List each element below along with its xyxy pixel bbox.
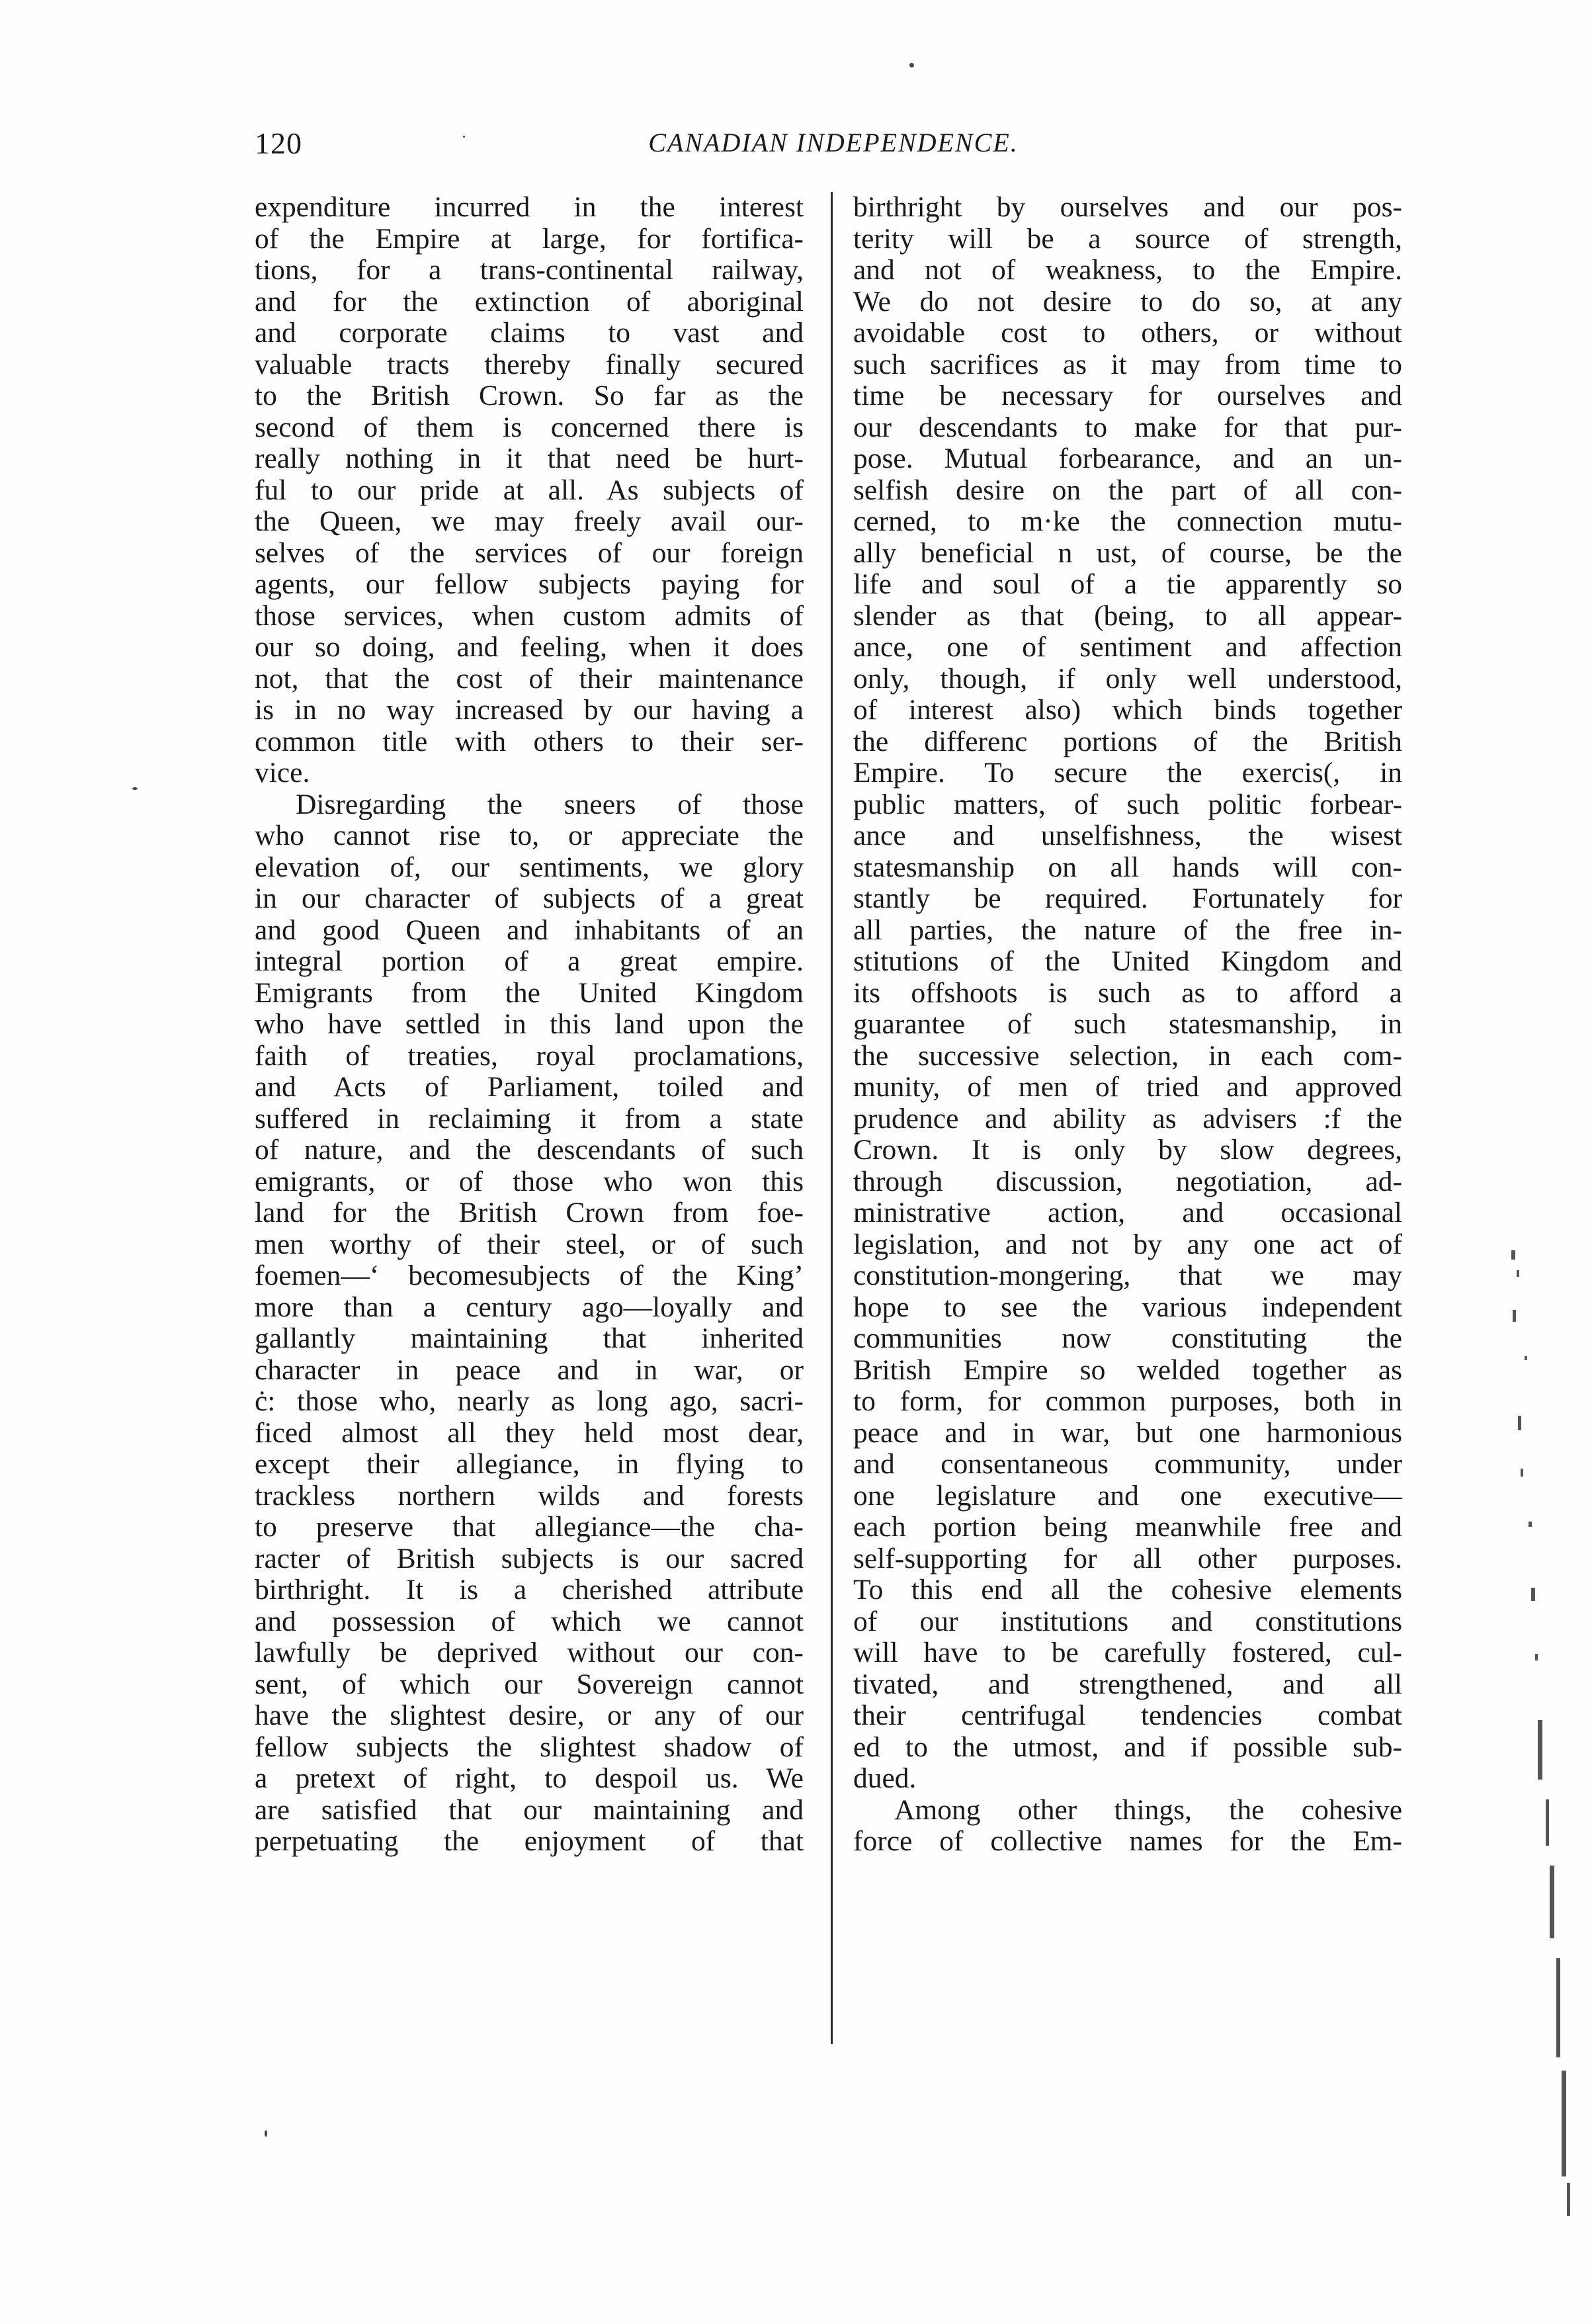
text-line: second of them is concerned there is	[255, 411, 804, 443]
text-line: trackless northern wilds and forests	[255, 1479, 804, 1512]
text-line: British Empire so welded together as	[853, 1354, 1402, 1386]
text-line: suffered in reclaiming it from a state	[255, 1102, 804, 1135]
text-line: ally beneficial n ust, of course, be the	[853, 537, 1402, 569]
text-line: in our character of subjects of a great	[255, 882, 804, 914]
text-line: life and soul of a tie apparently so	[853, 568, 1402, 600]
text-line: ficed almost all they held most dear,	[255, 1416, 804, 1449]
text-line: time be necessary for ourselves and	[853, 380, 1402, 411]
text-line: will have to be carefully fostered, cul-	[853, 1637, 1402, 1668]
text-line: We do not desire to do so, at any	[853, 285, 1402, 318]
text-line: gallantly maintaining that inherited	[255, 1322, 804, 1354]
text-line: cerned, to m·ke the connection mutu-	[853, 505, 1402, 537]
text-line: slender as that (being, to all appear-	[853, 599, 1402, 632]
text-line: all parties, the nature of the free in-	[853, 914, 1402, 946]
text-line: of nature, and the descendants of such	[255, 1134, 804, 1166]
text-line: birthright by ourselves and our pos-	[853, 191, 1402, 223]
text-line: to preserve that allegiance—the cha-	[255, 1511, 804, 1543]
text-line: munity, of men of tried and approved	[853, 1071, 1402, 1103]
scan-speck	[132, 787, 138, 790]
text-line: faith of treaties, royal proclamations,	[255, 1039, 804, 1072]
text-line: agents, our fellow subjects paying for	[255, 568, 804, 600]
text-line: guarantee of such statesmanship, in	[853, 1008, 1402, 1040]
text-line: ċ: those who, nearly as long ago, sacri-	[255, 1385, 804, 1417]
text-line: except their allegiance, in flying to	[255, 1448, 804, 1480]
text-line: selfish desire on the part of all con-	[853, 474, 1402, 506]
text-line: of the Empire at large, for fortifica-	[255, 222, 804, 255]
running-title: CANADIAN INDEPENDENCE.	[648, 128, 1019, 157]
text-line: ministrative action, and occasional	[853, 1197, 1402, 1228]
text-line: vice.	[255, 757, 310, 789]
text-line: expenditure incurred in the interest	[255, 191, 804, 223]
text-line: tivated, and strengthened, and all	[853, 1668, 1402, 1700]
scan-speck	[463, 136, 465, 138]
text-line: emigrants, or of those who won this	[255, 1165, 804, 1197]
text-line: our descendants to make for that pur-	[853, 411, 1402, 443]
text-line: a pretext of right, to despoil us. We	[255, 1762, 804, 1794]
text-line: character in peace and in war, or	[255, 1354, 804, 1386]
text-line: and consentaneous community, under	[853, 1448, 1402, 1480]
left-text-column	[255, 192, 804, 1858]
text-line: To this end all the cohesive elements	[853, 1574, 1402, 1606]
scan-speck	[265, 2130, 267, 2137]
text-line: and possession of which we cannot	[255, 1605, 804, 1637]
text-line: really nothing in it that need be hurt-	[255, 443, 804, 474]
text-line: foemen—‘ becomesubjects of the King’	[255, 1260, 804, 1291]
text-line: those services, when custom admits of	[255, 599, 804, 632]
text-line: and good Queen and inhabitants of an	[255, 914, 804, 946]
text-line: racter of British subjects is our sacred	[255, 1542, 804, 1574]
text-line: statesmanship on all hands will con-	[853, 851, 1402, 883]
page-edge-marks	[1498, 1244, 1584, 2223]
text-line: ed to the utmost, and if possible sub-	[853, 1731, 1402, 1763]
text-line: ance and unselfishness, the wisest	[853, 820, 1402, 851]
text-line: to the British Crown. So far as the	[255, 380, 804, 411]
paragraph-first-line: Disregarding the sneers of those	[296, 788, 804, 820]
text-line: and for the extinction of aboriginal	[255, 285, 804, 318]
text-line: terity will be a source of strength,	[853, 222, 1402, 255]
text-line: of our institutions and constitutions	[853, 1605, 1402, 1637]
text-line: stantly be required. Fortunately for	[853, 882, 1402, 914]
text-line: such sacrifices as it may from time to	[853, 348, 1402, 380]
text-line: not, that the cost of their maintenance	[255, 662, 804, 695]
text-line: to form, for common purposes, both in	[853, 1385, 1402, 1417]
text-line: fellow subjects the slightest shadow of	[255, 1731, 804, 1763]
text-line: peace and in war, but one harmonious	[853, 1416, 1402, 1449]
text-line: land for the British Crown from foe-	[255, 1197, 804, 1228]
text-line: prudence and ability as advisers :f the	[853, 1102, 1402, 1135]
text-line: Empire. To secure the exercis(, in	[853, 757, 1402, 789]
text-line: their centrifugal tendencies combat	[853, 1700, 1402, 1731]
running-head	[255, 126, 1412, 165]
text-line: stitutions of the United Kingdom and	[853, 945, 1402, 977]
text-line: tions, for a trans-continental railway,	[255, 254, 804, 286]
text-line: integral portion of a great empire.	[255, 945, 804, 977]
text-line: more than a century ago—loyally and	[255, 1291, 804, 1323]
text-line: have the slightest desire, or any of our	[255, 1700, 804, 1731]
text-line: the Queen, we may freely avail our-	[255, 505, 804, 537]
text-line: and corporate claims to vast and	[255, 317, 804, 349]
text-line: legislation, and not by any one act of	[853, 1228, 1402, 1260]
text-line: selves of the services of our foreign	[255, 537, 804, 569]
text-line: who cannot rise to, or appreciate the	[255, 820, 804, 851]
text-line: one legislature and one executive—	[853, 1479, 1402, 1512]
text-line: through discussion, negotiation, ad-	[853, 1165, 1402, 1197]
text-line: each portion being meanwhile free and	[853, 1511, 1402, 1543]
text-line: and Acts of Parliament, toiled and	[255, 1071, 804, 1103]
text-line: the successive selection, in each com-	[853, 1039, 1402, 1072]
right-text-column	[853, 192, 1402, 1858]
text-line: communities now constituting the	[853, 1322, 1402, 1354]
text-line: ance, one of sentiment and affection	[853, 631, 1402, 663]
text-line: Crown. It is only by slow degrees,	[853, 1134, 1402, 1166]
column-divider	[831, 192, 833, 2044]
text-line: its offshoots is such as to afford a	[853, 976, 1402, 1009]
text-line: perpetuating the enjoyment of that	[255, 1825, 804, 1857]
page-number: 120	[255, 126, 302, 160]
text-line: Emigrants from the United Kingdom	[255, 976, 804, 1009]
text-line: sent, of which our Sovereign cannot	[255, 1668, 804, 1700]
text-line: self-supporting for all other purposes.	[853, 1542, 1402, 1574]
text-line: constitution-mongering, that we may	[853, 1260, 1402, 1291]
text-line: common title with others to their ser-	[255, 725, 804, 757]
text-line: our so doing, and feeling, when it does	[255, 631, 804, 663]
paragraph-first-line: Among other things, the cohesive	[894, 1793, 1402, 1826]
text-line: pose. Mutual forbearance, and an un-	[853, 443, 1402, 474]
text-line: who have settled in this land upon the	[255, 1008, 804, 1040]
text-line: hope to see the various independent	[853, 1291, 1402, 1323]
text-line: valuable tracts thereby finally secured	[255, 348, 804, 380]
text-line: men worthy of their steel, or of such	[255, 1228, 804, 1260]
text-line: public matters, of such politic forbear-	[853, 788, 1402, 820]
text-line: is in no way increased by our having a	[255, 694, 804, 726]
text-line: force of collective names for the Em-	[853, 1825, 1402, 1857]
text-line: ful to our pride at all. As subjects of	[255, 474, 804, 506]
text-line: lawfully be deprived without our con-	[255, 1637, 804, 1668]
text-line: only, though, if only well understood,	[853, 662, 1402, 695]
text-line: and not of weakness, to the Empire.	[853, 254, 1402, 286]
text-line: birthright. It is a cherished attribute	[255, 1574, 804, 1606]
text-line: of interest also) which binds together	[853, 694, 1402, 726]
text-line: dued.	[853, 1762, 917, 1794]
scan-speck	[909, 63, 914, 67]
text-line: avoidable cost to others, or without	[853, 317, 1402, 349]
text-line: are satisfied that our maintaining and	[255, 1793, 804, 1826]
text-line: elevation of, our sentiments, we glory	[255, 851, 804, 883]
text-line: the differenc portions of the British	[853, 725, 1402, 757]
